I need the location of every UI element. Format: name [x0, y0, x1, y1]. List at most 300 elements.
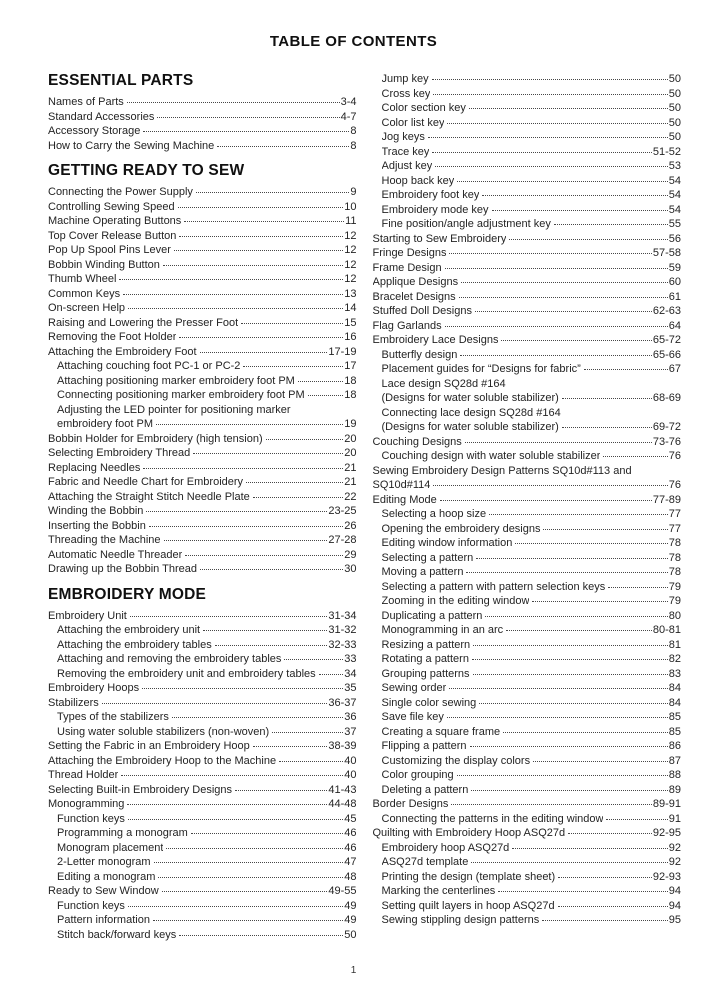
dotted-leader [128, 308, 343, 309]
dotted-leader [143, 468, 343, 469]
toc-entry-title: Embroidery hoop ASQ27d [381, 841, 510, 854]
toc-entry [48, 884, 357, 899]
dotted-leader [476, 558, 668, 559]
toc-entry-page: 92-95 [652, 827, 681, 839]
toc-entry [48, 913, 357, 928]
toc-entry [48, 95, 357, 110]
toc-entry-title: Adjusting the LED pointer for positioning marker [57, 403, 291, 416]
toc-entry [373, 420, 682, 435]
toc-entry-title: Bobbin Winding Button [48, 258, 160, 271]
toc-entry-title: Selecting a pattern with pattern selection keys [381, 580, 606, 593]
toc-entry [48, 345, 357, 360]
toc-entry-page: 21 [344, 476, 357, 488]
toc-entry [48, 768, 357, 783]
toc-entry-page: 50 [668, 131, 681, 143]
toc-entry-page: 15 [344, 316, 357, 329]
toc-entry-title: Trace key [381, 145, 430, 158]
toc-entry [48, 826, 357, 841]
toc-entry [48, 725, 357, 740]
toc-entry-title: Customizing the display colors [381, 754, 531, 767]
toc-entry-page: 20 [344, 447, 357, 459]
toc-entry [373, 725, 682, 740]
toc-entry-page: 54 [668, 174, 681, 187]
toc-entry-page: 85 [668, 711, 681, 723]
toc-entry-page: 22 [344, 490, 357, 503]
toc-entry-title: Drawing up the Bobbin Thread [48, 563, 198, 575]
toc-entry-page: 21 [344, 461, 357, 474]
toc-entry [48, 446, 357, 461]
dotted-leader [217, 146, 349, 147]
toc-entry [48, 316, 357, 331]
toc-entry-title: Raising and Lowering the Presser Foot [48, 316, 239, 329]
toc-entry [373, 594, 682, 609]
toc-entry [48, 841, 357, 856]
toc-entry-page: 80 [668, 609, 681, 622]
toc-entry-page: 65-72 [652, 334, 681, 346]
toc-entry [373, 667, 682, 682]
toc-entry [373, 348, 682, 363]
toc-entry [373, 232, 682, 247]
toc-entry [373, 507, 682, 522]
dotted-leader [174, 250, 343, 251]
toc-entry-page: 29 [344, 548, 357, 561]
toc-entry-title: Winding the Bobbin [48, 505, 144, 517]
toc-entry-title: Standard Accessories [48, 110, 155, 123]
dotted-leader [433, 485, 667, 486]
toc-entry-title: Selecting Embroidery Thread [48, 447, 191, 459]
toc-entry [48, 229, 357, 244]
toc-entry-title: Programming a monogram [57, 827, 188, 839]
dotted-leader [457, 775, 668, 776]
toc-entry [48, 200, 357, 215]
dotted-leader [562, 427, 652, 428]
toc-entry-title: Color section key [381, 102, 466, 114]
toc-entry-title: Monogram placement [57, 841, 164, 854]
toc-entry-page: 27-28 [328, 534, 357, 546]
toc-entry-page: 35 [344, 682, 357, 694]
toc-entry-page: 76 [668, 450, 681, 462]
toc-entry [48, 899, 357, 914]
dotted-leader [130, 616, 328, 617]
toc-entry [48, 330, 357, 345]
dotted-leader [558, 877, 652, 878]
dotted-leader [501, 340, 651, 341]
toc-entry-title: Ready to Sew Window [48, 885, 159, 897]
toc-entry-page: 55 [668, 218, 681, 230]
toc-entry-page: 50 [668, 87, 681, 100]
dotted-leader [246, 482, 343, 483]
dotted-leader [465, 442, 652, 443]
dotted-leader [127, 804, 327, 805]
toc-entry-page: 78 [668, 551, 681, 564]
toc-entry-page: 46 [344, 841, 357, 854]
toc-entry-page: 77-89 [652, 493, 681, 506]
toc-entry-title: Marking the centerlines [381, 885, 496, 897]
toc-entry-page: 34 [344, 667, 357, 680]
dotted-leader [506, 630, 652, 631]
dotted-leader [123, 294, 343, 295]
toc-entry [373, 565, 682, 580]
toc-entry-title: Starting to Sew Embroidery [372, 232, 507, 245]
dotted-leader [568, 833, 652, 834]
toc-entry-page: 92 [668, 856, 681, 868]
toc-entry-page: 53 [668, 160, 681, 172]
toc-entry-title: Fabric and Needle Chart for Embroidery [48, 476, 244, 488]
toc-entry-page: 77 [668, 522, 681, 535]
toc-entry-title: Stabilizers [48, 696, 99, 709]
dotted-leader [482, 195, 667, 196]
toc-entry-page: 13 [344, 287, 357, 300]
toc-entry [48, 374, 357, 389]
toc-entry-title: Common Keys [48, 287, 121, 300]
toc-entry-title: Couching Designs [372, 435, 462, 448]
dotted-leader [492, 210, 668, 211]
toc-entry [373, 754, 682, 769]
toc-entry-page: 45 [344, 812, 357, 825]
toc-entry [373, 87, 682, 102]
dotted-leader [440, 500, 652, 501]
toc-entry-title: Connecting the Power Supply [48, 186, 193, 198]
toc-entry-title: Applique Designs [372, 276, 459, 288]
dotted-leader [558, 906, 668, 907]
toc-entry [373, 449, 682, 464]
toc-entry [373, 841, 682, 856]
toc-entry-page: 8 [350, 125, 357, 137]
dotted-leader [479, 703, 667, 704]
toc-entry-page: 76 [668, 479, 681, 491]
page-number: 1 [350, 965, 357, 976]
toc-entry-page: 46 [344, 827, 357, 839]
toc-entry-title: Butterfly design [381, 348, 458, 361]
toc-entry-page: 91 [668, 812, 681, 825]
toc-entry-page: 30 [344, 563, 357, 575]
toc-entry-page: 17 [344, 360, 357, 372]
dotted-leader [158, 877, 343, 878]
dotted-leader [241, 323, 343, 324]
dotted-leader [584, 369, 668, 370]
toc-entry-title: 2-Letter monogram [57, 856, 151, 868]
toc-entry-page: 95 [668, 914, 681, 926]
dotted-leader [149, 526, 343, 527]
toc-entry [373, 696, 682, 711]
dotted-leader [128, 819, 343, 820]
toc-entry [373, 913, 682, 928]
toc-entry [373, 304, 682, 319]
toc-entry-title: Embroidery mode key [381, 203, 489, 216]
dotted-leader [471, 790, 667, 791]
toc-entry [48, 739, 357, 754]
toc-entry [48, 287, 357, 302]
toc-entry-title: embroidery foot PM [57, 418, 153, 430]
toc-entry-title: Selecting a hoop size [381, 508, 487, 520]
toc-entry-page: 31-32 [328, 624, 357, 636]
toc-entry [373, 652, 682, 667]
toc-entry-title: Placement guides for “Designs for fabric” [381, 363, 581, 375]
toc-entry [48, 812, 357, 827]
toc-entry [48, 504, 357, 519]
toc-entry [373, 130, 682, 145]
toc-entry [373, 203, 682, 218]
toc-entry-title: Selecting Built-in Embroidery Designs [48, 783, 233, 796]
dotted-leader [253, 497, 343, 498]
toc-entry-page: 54 [668, 203, 681, 216]
toc-entry-page: 40 [344, 754, 357, 767]
toc-entry-title: Names of Parts [48, 96, 124, 108]
toc-entry [373, 261, 682, 276]
toc-entry [373, 493, 682, 508]
dotted-leader [200, 352, 328, 353]
toc-entry-page: 23-25 [328, 505, 357, 517]
dotted-leader [498, 891, 668, 892]
toc-entry-title: Inserting the Bobbin [48, 519, 146, 532]
toc-entry [373, 623, 682, 638]
toc-entry-page: 84 [668, 696, 681, 709]
toc-entry-page: 77 [668, 508, 681, 520]
dotted-leader [457, 181, 667, 182]
toc-entry-page: 12 [344, 273, 357, 285]
toc-entry [48, 797, 357, 812]
toc-entry-title: Cross key [381, 87, 431, 100]
toc-entry-title: Controlling Sewing Speed [48, 200, 175, 213]
toc-entry-title: Monogramming [48, 798, 125, 810]
dotted-leader [533, 761, 668, 762]
toc-entry-page: 89 [668, 783, 681, 796]
dotted-leader [543, 529, 667, 530]
dotted-leader [428, 137, 668, 138]
toc-entry-page: 9 [350, 186, 357, 198]
toc-entry-title: Attaching and removing the embroidery tables [57, 653, 282, 665]
toc-entry-title: ASQ27d template [381, 856, 469, 868]
toc-entry [373, 812, 682, 827]
toc-entry-title: Embroidery Hoops [48, 682, 140, 694]
toc-entry [48, 272, 357, 287]
toc-entry-title: Border Designs [372, 798, 449, 810]
toc-entry-page: 56 [668, 232, 681, 245]
toc-entry-title: Connecting the patterns in the editing window [381, 812, 604, 825]
toc-entry-page: 78 [668, 537, 681, 549]
toc-entry-title: Setting quilt layers in hoop ASQ27d [381, 899, 555, 912]
toc-entry [48, 110, 357, 125]
toc-entry-title: Sewing order [381, 682, 447, 694]
toc-entry-page: 92 [668, 841, 681, 854]
toc-entry-page: 84 [668, 682, 681, 694]
dotted-leader [154, 862, 344, 863]
toc-column-right [373, 72, 682, 942]
toc-entry-title: Color list key [381, 116, 445, 129]
toc-entry [373, 536, 682, 551]
toc-entry-page: 47 [344, 856, 357, 868]
toc-entry-title: Editing a monogram [57, 870, 156, 883]
dotted-leader [542, 920, 667, 921]
toc-entry-page: 14 [344, 302, 357, 314]
toc-entry [48, 301, 357, 316]
dotted-leader [471, 862, 667, 863]
toc-entry [373, 319, 682, 334]
toc-entry [48, 710, 357, 725]
dotted-leader [266, 439, 344, 440]
toc-entry [373, 275, 682, 290]
toc-entry [48, 519, 357, 534]
toc-entry-title: Sewing stippling design patterns [381, 914, 540, 926]
dotted-leader [449, 253, 651, 254]
toc-entry-title: Embroidery Lace Designs [372, 334, 499, 346]
toc-entry [373, 217, 682, 232]
toc-entry [373, 855, 682, 870]
toc-entry-page: 85 [668, 725, 681, 738]
dotted-leader [472, 659, 668, 660]
toc-entry-page: 78 [668, 566, 681, 578]
dotted-leader [200, 569, 343, 570]
toc-entry [373, 174, 682, 189]
toc-entry-title: Monogramming in an arc [381, 624, 504, 636]
dotted-leader [466, 572, 667, 573]
dotted-leader [432, 152, 651, 153]
toc-entry-page: 69-72 [652, 421, 681, 433]
toc-entry [48, 609, 357, 624]
toc-entry-page: 33 [344, 653, 357, 665]
dotted-leader [164, 540, 328, 541]
dotted-leader [179, 337, 343, 338]
toc-entry [48, 243, 357, 258]
toc-entry [48, 870, 357, 885]
toc-entry-title: Zooming in the editing window [381, 595, 530, 607]
toc-entry-page: 59 [668, 261, 681, 274]
toc-entry-page: 4-7 [340, 110, 357, 123]
toc-entry-page: 94 [668, 899, 681, 912]
toc-entry-page: 41-43 [328, 783, 357, 796]
toc-entry [48, 533, 357, 548]
toc-entry [48, 388, 357, 403]
toc-entry [48, 490, 357, 505]
toc-entry-page: 16 [344, 331, 357, 343]
dotted-leader [473, 645, 668, 646]
toc-entry [373, 188, 682, 203]
toc-entry-title: Automatic Needle Threader [48, 548, 183, 561]
toc-entry [48, 139, 357, 154]
toc-entry-page: 32-33 [328, 638, 357, 651]
toc-entry-page: 12 [344, 244, 357, 256]
toc-entry-title: Hoop back key [381, 174, 455, 187]
toc-entry-page: 50 [668, 102, 681, 114]
toc-entry [373, 739, 682, 754]
toc-entry [48, 258, 357, 273]
toc-entry-title: Couching design with water soluble stabilizer [381, 450, 601, 462]
dotted-leader [253, 746, 328, 747]
toc-entry [373, 783, 682, 798]
dotted-leader [179, 935, 343, 936]
toc-entry-page: 83 [668, 667, 681, 680]
toc-column-left [48, 72, 357, 942]
toc-entry-page: 60 [668, 276, 681, 288]
toc-entry-title: Printing the design (template sheet) [381, 870, 556, 883]
dotted-leader [475, 311, 652, 312]
toc-entry-page: 81 [668, 638, 681, 651]
dotted-leader [603, 456, 667, 457]
toc-entry-title: Top Cover Release Button [48, 229, 177, 242]
toc-entry-page: 57-58 [652, 247, 681, 259]
toc-entry-title: Duplicating a pattern [381, 609, 483, 622]
dotted-leader [243, 366, 343, 367]
toc-entry-page: 50 [668, 73, 681, 85]
toc-entry-title: Attaching the embroidery tables [57, 638, 212, 651]
toc-entry-page: 20 [344, 432, 357, 445]
toc-entry [373, 391, 682, 406]
toc-entry-title: Accessory Storage [48, 125, 141, 137]
toc-entry-title: Connecting lace design SQ28d #164 [381, 406, 561, 419]
dotted-leader [308, 395, 344, 396]
dotted-leader [433, 94, 667, 95]
toc-entry-title: SQ10d#114 [372, 479, 431, 491]
toc-entry [373, 551, 682, 566]
dotted-leader [196, 192, 349, 193]
toc-entry-title: Stitch back/forward keys [57, 928, 177, 941]
toc-entry-page: 86 [668, 740, 681, 752]
toc-entry [48, 562, 357, 577]
toc-entry-title: Save file key [381, 711, 444, 723]
dotted-leader [449, 688, 667, 689]
toc-entry [373, 72, 682, 87]
toc-entry-title: Bracelet Designs [372, 290, 456, 303]
toc-entry [373, 826, 682, 841]
dotted-leader [512, 848, 667, 849]
toc-entry [373, 710, 682, 725]
toc-entry [48, 638, 357, 653]
dotted-leader [179, 236, 343, 237]
toc-entry-page: 40 [344, 769, 357, 781]
dotted-leader [272, 732, 343, 733]
toc-entry-page: 18 [344, 389, 357, 401]
toc-entry [48, 855, 357, 870]
toc-entry-title: Removing the embroidery unit and embroidery tables [57, 667, 316, 680]
dotted-leader [121, 775, 343, 776]
toc-entry [373, 522, 682, 537]
dotted-leader [185, 555, 343, 556]
toc-entry [373, 290, 682, 305]
toc-entry [373, 609, 682, 624]
toc-entry-title: (Designs for water soluble stabilizer) [381, 392, 559, 404]
toc-entry-title: Color grouping [381, 769, 454, 781]
toc-entry-page: 61 [668, 290, 681, 303]
dotted-leader [485, 616, 667, 617]
toc-entry-title: Connecting positioning marker embroidery foot PM [57, 389, 305, 401]
toc-entry-page: 73-76 [652, 435, 681, 448]
toc-entry-title: Editing window information [381, 537, 513, 549]
toc-entry-title: Function keys [57, 812, 125, 825]
toc-entry-page: 79 [668, 595, 681, 607]
toc-entry [48, 461, 357, 476]
dotted-leader [532, 601, 667, 602]
toc-entry-title: Bobbin Holder for Embroidery (high tension) [48, 432, 263, 445]
toc-entry-title: Threading the Machine [48, 534, 161, 546]
toc-entry [373, 464, 682, 479]
toc-entry-page: 36-37 [328, 696, 357, 709]
toc-entry-page: 48 [344, 870, 357, 883]
toc-entry-page: 31-34 [328, 609, 357, 622]
toc-entry-page: 51-52 [652, 145, 681, 158]
toc-entry [48, 214, 357, 229]
toc-entry-title: Replacing Needles [48, 461, 141, 474]
toc-entry-title: Pattern information [57, 914, 150, 926]
toc-entry [373, 797, 682, 812]
toc-entry-title: Removing the Foot Holder [48, 331, 177, 343]
section-heading: GETTING READY TO SEW [48, 162, 245, 179]
toc-entry [373, 377, 682, 392]
toc-entry-title: Embroidery foot key [381, 189, 480, 201]
dotted-leader [184, 221, 344, 222]
toc-entry-title: Attaching the Straight Stitch Needle Plate [48, 490, 250, 503]
dotted-leader [461, 282, 668, 283]
toc-entry [373, 362, 682, 377]
